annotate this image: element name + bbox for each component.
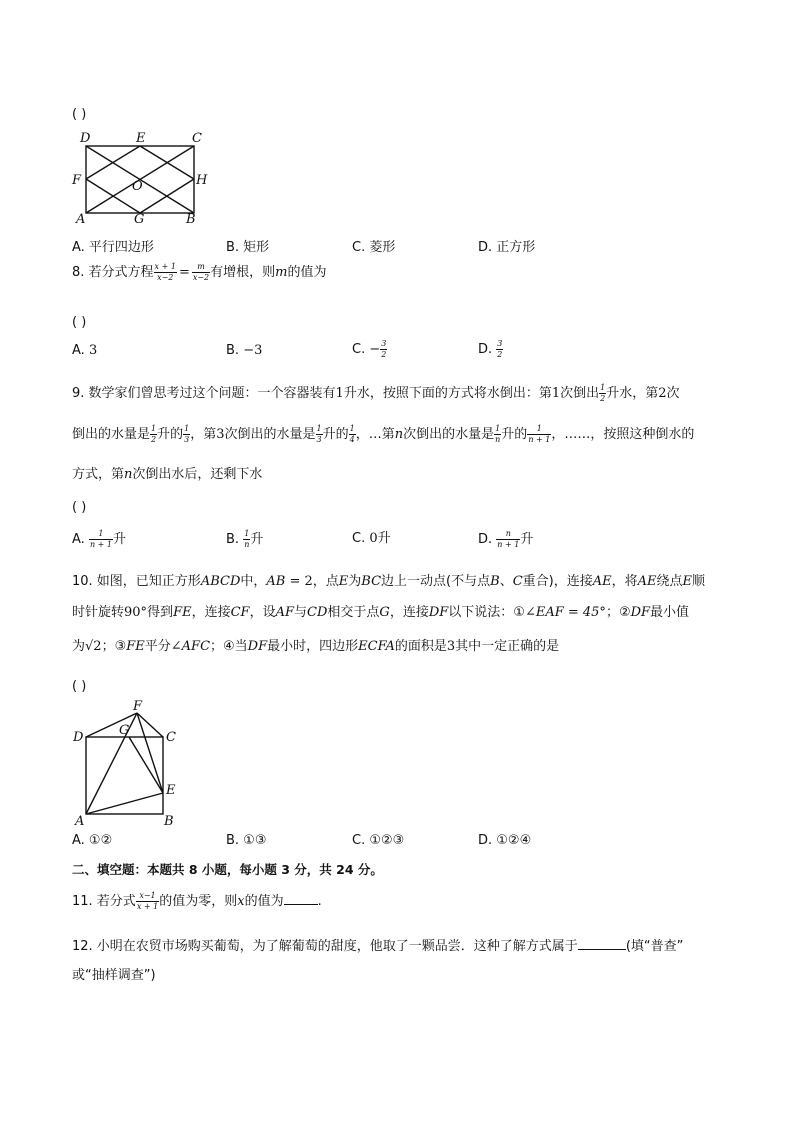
q10-text: ，连接 [191, 605, 231, 620]
q7-rectangle-figure [70, 128, 215, 226]
q8-option-c-den: 2 [381, 350, 387, 359]
q10-option-a: A. ①② [72, 833, 113, 848]
q10-text: 其中一定正确的是 [455, 639, 560, 654]
q9-text: ，……，按照这种倒水的 [551, 427, 695, 442]
q10-math: 90° [124, 605, 148, 620]
q8-option-c [352, 340, 387, 359]
q8-suffix: 的值为 [287, 265, 327, 280]
q10-math: AE [592, 574, 612, 589]
q7-label-c: C [192, 131, 202, 146]
q9-frac-num: 1 [184, 424, 190, 433]
q7-option-a: A. 平行四边形 [72, 240, 154, 255]
q10-label-c: C [166, 730, 176, 745]
q11-prefix: 11. 若分式 [72, 894, 136, 909]
q8-option-c-num: 3 [381, 339, 387, 348]
q9-option-a-num: 1 [89, 530, 113, 540]
q7-option-c: C. 菱形 [352, 240, 396, 255]
q9-answer-paren: ( ) [72, 500, 87, 515]
q12-answer-blank[interactable] [578, 938, 626, 950]
q10-math: FE [173, 605, 192, 620]
q10-text: 得到 [147, 605, 174, 620]
q10-text: 重合)，连接 [522, 574, 593, 589]
q9-option-b-num: 1 [244, 529, 250, 538]
q9-text: 次倒出水后，还剩下水 [132, 467, 263, 482]
q10-math: AB [266, 574, 286, 589]
q9-option-d-unit: 升 [520, 532, 534, 547]
q8-stem [72, 263, 327, 282]
section-2-title: 二、填空题：本题共 8 小题，每小题 3 分，共 24 分。 [72, 862, 383, 877]
q9-option-d [478, 530, 533, 549]
q10-math: G [379, 605, 390, 620]
q9-frac-num: 1 [316, 424, 322, 433]
q10-math: AF [275, 605, 295, 620]
q8-var-m: m [275, 265, 288, 280]
q10-math: DF [428, 605, 449, 620]
q8-option-d-den: 2 [497, 350, 503, 359]
q8-lhs-den: x−2 [157, 273, 174, 282]
q10-text: 的面积是 [394, 639, 447, 654]
q7-label-e: E [136, 131, 146, 146]
q9-frac-num: 1 [600, 383, 606, 392]
q9-fraction [527, 425, 551, 444]
q9-option-a [72, 530, 126, 549]
q9-frac-den: 3 [184, 435, 190, 444]
q9-math: 2 [658, 386, 667, 401]
q9-option-a-unit: 升 [112, 532, 126, 547]
q8-answer-paren: ( ) [72, 315, 87, 330]
q10-text: ，连接 [389, 605, 429, 620]
q10-text: 相交于点 [327, 605, 380, 620]
q9-option-d-label: D. [478, 532, 493, 547]
q9-text: 升的 [501, 427, 528, 442]
q10-math: ∠AFC [170, 639, 211, 654]
q8-equals: = [178, 265, 190, 280]
q10-text: ，设 [249, 605, 276, 620]
q11-var-x: x [237, 894, 245, 909]
q9-option-a-label: A. [72, 532, 85, 547]
q9-frac-den: 2 [151, 435, 157, 444]
q10-math: DF [630, 605, 651, 620]
q7-option-d: D. 正方形 [478, 240, 536, 255]
q10-line-3 [72, 640, 559, 653]
q8-option-d-fraction [496, 340, 503, 359]
q12-line-1 [72, 938, 683, 953]
q9-frac-num: 1 [527, 425, 551, 435]
q9-option-c-value: 0 [369, 531, 378, 546]
q10-math: ECFA [358, 639, 395, 654]
q8-rhs-den: x−2 [192, 273, 210, 282]
q10-text: = 2，点 [285, 574, 339, 589]
q9-frac-num: 1 [495, 424, 501, 433]
q8-option-b-label: B. [226, 343, 240, 358]
q9-option-d-den: n + 1 [497, 540, 520, 549]
q9-option-c-unit: 升 [377, 531, 391, 546]
q9-text: ，第 [190, 427, 217, 442]
q12-text: 12. 小明在农贸市场购买葡萄，为了解葡萄的甜度，他取了一颗品尝．这种了解方式属于 [72, 939, 578, 954]
q9-option-d-num: n [496, 530, 520, 540]
q9-text: ，…第 [355, 427, 395, 442]
q9-frac-den: 2 [600, 394, 606, 403]
q10-option-d: D. ①②④ [478, 833, 532, 848]
q10-math: B [490, 574, 500, 589]
q8-option-b-value: −3 [243, 343, 263, 358]
q9-line-1 [72, 384, 680, 403]
q9-line-3 [72, 468, 262, 481]
q10-text: 与 [294, 605, 308, 620]
q11-end: . [317, 894, 322, 909]
q10-math: CD [307, 605, 328, 620]
q10-text: ；④当 [210, 639, 248, 654]
q10-label-e: E [166, 783, 176, 798]
q9-math: 3 [216, 427, 225, 442]
q9-option-d-fraction [496, 530, 520, 549]
q9-text: 升的 [322, 427, 349, 442]
q10-text: 绕点 [656, 574, 683, 589]
q10-text: 为 [72, 639, 86, 654]
q10-text: 最小时，四边形 [267, 639, 359, 654]
q10-text: ；② [605, 605, 631, 620]
q11-suffix: 的值为 [244, 894, 284, 909]
q9-text: 9. 数学家们曾思考过这个问题：一个容器装有 [72, 386, 336, 401]
q10-square-figure [70, 697, 190, 827]
q9-text: 升水，第 [606, 386, 659, 401]
q9-option-a-den: n + 1 [89, 540, 112, 549]
q10-text: 最小值 [650, 605, 690, 620]
q10-option-c: C. ①②③ [352, 833, 405, 848]
q8-prefix: 8. 若分式方程 [72, 265, 154, 280]
q9-option-c-label: C. [352, 531, 366, 546]
q8-rhs-num: m [192, 263, 210, 273]
q10-math: DF [247, 639, 268, 654]
q8-mid: 有增根，则 [210, 265, 276, 280]
q10-text: 、 [499, 574, 513, 589]
q10-math: √2 [85, 639, 102, 654]
q10-label-b: B [164, 814, 174, 827]
q8-option-a-label: A. [72, 343, 85, 358]
q10-line-ae [86, 793, 163, 814]
q10-text: ；③ [101, 639, 127, 654]
q8-option-c-sign: − [369, 342, 381, 357]
q9-text: 倒出的水量是 [72, 427, 151, 442]
q9-option-a-fraction [89, 530, 113, 549]
q9-option-b-unit: 升 [250, 532, 264, 547]
q10-math: AE [637, 574, 657, 589]
q9-frac-num: 1 [349, 424, 355, 433]
q10-label-a: A [75, 814, 85, 827]
q10-line-2 [72, 606, 689, 619]
q12-text-end: (填“普查” [625, 939, 684, 954]
q8-lhs-fraction [154, 263, 177, 282]
q11-mid: 的值为零，则 [159, 894, 238, 909]
q7-answer-paren: ( ) [72, 107, 87, 122]
q10-text: 顺 [692, 574, 706, 589]
q8-option-d [478, 340, 503, 359]
q9-frac-den: 3 [316, 435, 322, 444]
q10-text: 10. 如图，已知正方形 [72, 574, 201, 589]
q10-answer-paren: ( ) [72, 679, 87, 694]
q9-option-b-label: B. [226, 532, 240, 547]
q9-frac-num: 1 [151, 424, 157, 433]
q10-math: FE [126, 639, 145, 654]
q7-label-h: H [196, 173, 208, 188]
q9-text: 升的 [157, 427, 184, 442]
q7-label-g: G [134, 212, 145, 226]
q9-math: n [394, 427, 404, 442]
q10-text: 中， [240, 574, 267, 589]
q10-math: C [512, 574, 523, 589]
q10-math: ABCD [200, 574, 241, 589]
q11-answer-blank[interactable] [284, 893, 318, 905]
q10-label-g: G [119, 723, 130, 738]
q10-math: E [682, 574, 693, 589]
q7-label-b: B [186, 212, 196, 226]
q10-option-b: B. ①③ [226, 833, 267, 848]
q8-option-b [226, 344, 262, 357]
q9-frac-den: 4 [349, 435, 355, 444]
q9-text: 次倒出 [560, 386, 600, 401]
q10-math: E [338, 574, 349, 589]
q11-stem [72, 892, 322, 911]
q10-line-ge [129, 737, 163, 793]
q8-option-c-fraction [380, 340, 387, 359]
q9-option-c [352, 532, 391, 545]
q10-label-d: D [73, 730, 84, 745]
q10-math: ∠EAF = 45° [524, 605, 606, 620]
q9-frac-den: n + 1 [528, 435, 551, 444]
q9-math: 1 [551, 386, 561, 401]
q9-fraction [349, 425, 356, 444]
q9-text: 方式，第 [72, 467, 125, 482]
q7-option-b: B. 矩形 [226, 240, 270, 255]
q8-option-a [72, 344, 97, 357]
q8-option-d-label: D. [478, 342, 493, 357]
q10-line-1 [72, 575, 705, 588]
q10-math: 3 [446, 639, 456, 654]
q7-label-o: O [132, 179, 143, 194]
q7-label-d: D [80, 131, 91, 146]
q10-label-f: F [133, 699, 143, 714]
q8-option-c-label: C. [352, 342, 366, 357]
q10-text: 为 [348, 574, 362, 589]
q9-text: 次 [666, 386, 680, 401]
q10-square-abcd [86, 737, 163, 814]
q8-rhs-fraction [192, 263, 210, 282]
q9-fraction [316, 425, 323, 444]
q10-math: BC [361, 574, 382, 589]
q9-text: 次倒出的水量是 [224, 427, 316, 442]
q10-text: ，将 [611, 574, 638, 589]
q9-line-2 [72, 425, 694, 444]
q8-option-a-value: 3 [88, 343, 98, 358]
q9-math: 1 [335, 386, 344, 401]
q9-text: 升水，按照下面的方式将水倒出：第 [343, 386, 552, 401]
q11-den: x + 1 [136, 902, 159, 911]
q7-label-f: F [72, 173, 82, 188]
q9-option-b [226, 530, 263, 549]
q10-text: 以下说法：① [448, 605, 525, 620]
q12-line-2: 或“抽样调查”) [72, 968, 156, 983]
q9-option-b-den: n [244, 540, 250, 549]
q10-text: 时针旋转 [72, 605, 125, 620]
q10-math: CF [230, 605, 250, 620]
q11-fraction [136, 892, 159, 911]
q9-text: 次倒出的水量是 [403, 427, 495, 442]
q10-text: 边上一动点(不与点 [381, 574, 491, 589]
q10-text: 平分 [144, 639, 171, 654]
q9-frac-den: n [495, 435, 501, 444]
q7-label-a: A [76, 212, 86, 226]
q8-option-d-num: 3 [497, 339, 503, 348]
q11-num: x−1 [136, 892, 159, 902]
q8-lhs-num: x + 1 [154, 262, 176, 271]
q9-math: n [124, 467, 133, 482]
